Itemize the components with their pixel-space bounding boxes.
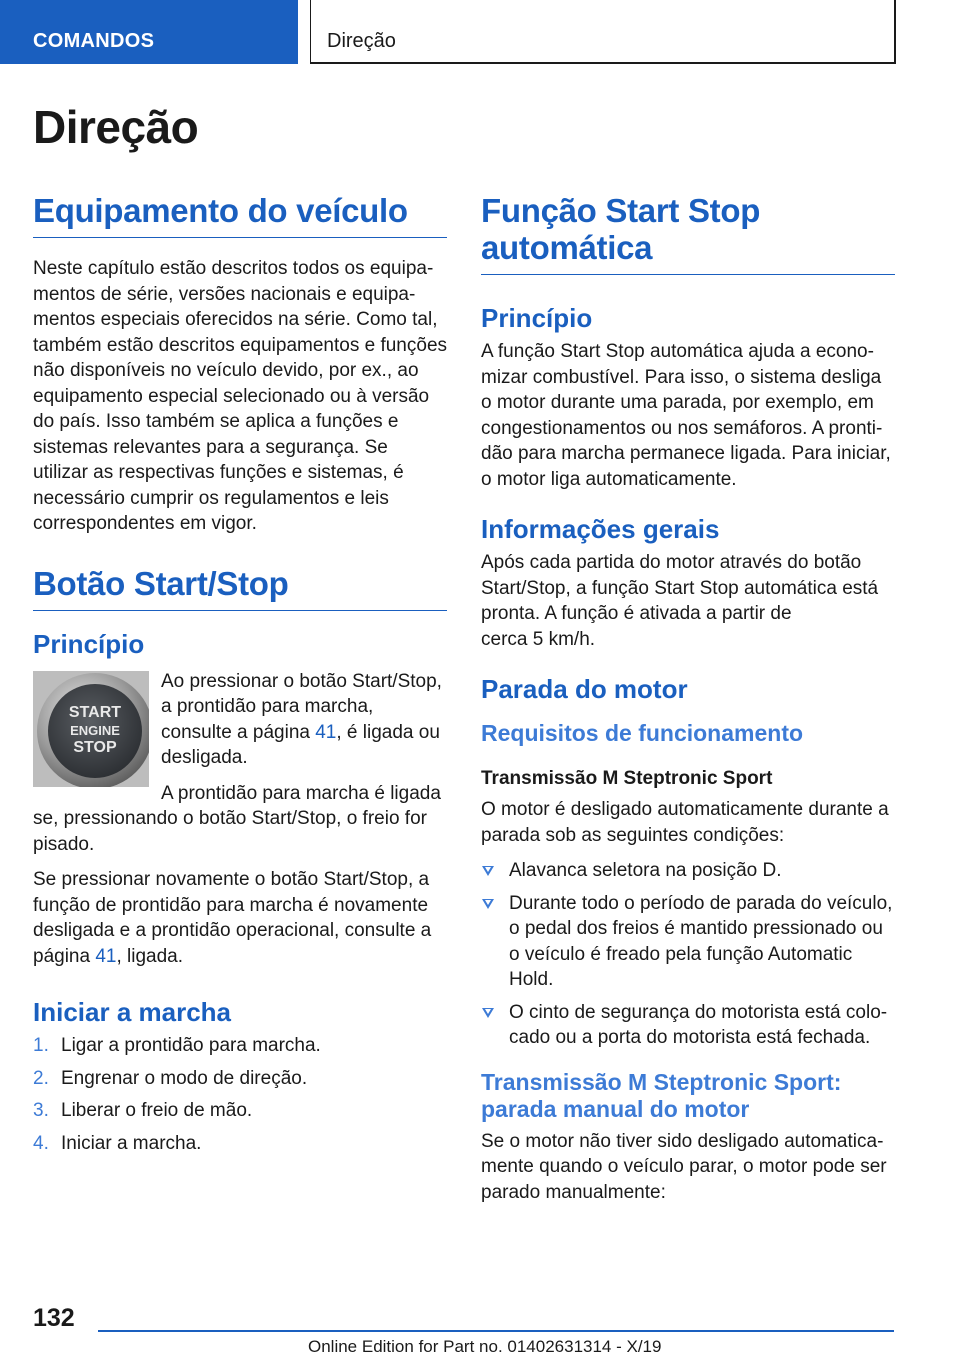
- botao-principio-heading: Princípio: [33, 628, 145, 659]
- start-stop-button-icon: [33, 671, 149, 787]
- page-title: Direção: [33, 101, 199, 153]
- section-tab: [0, 0, 298, 64]
- list-item: 4. Iniciar a marcha.: [33, 1132, 202, 1154]
- button-text-start: START: [68, 703, 122, 721]
- list-item: O cinto de segurança do motorista está colocado ou a porta do motorista está fechada.: [481, 1000, 895, 1051]
- list-item: Durante todo o período de parada do veículo, o pedal dos freios é mantido pressionado ou o veículo é freado pela função Automatic Hold.: [481, 891, 895, 993]
- button-text-stop: STOP: [73, 738, 117, 756]
- botao-paragraph-3: Se pressionar novamente o botão Start/Stop, a função de prontidão para marcha é novamente desligada e a prontidão operacional, consulte a página 41, ligada.: [33, 869, 432, 967]
- right-column: [481, 192, 895, 1215]
- manual-paragraph: Se o motor não tiver sido desligado automaticamente quando o veículo parar, o motor pode ser parado manualmente:: [481, 1130, 887, 1203]
- left-column: [33, 192, 447, 1163]
- parada-heading: Parada do motor: [481, 674, 688, 704]
- equipamento-paragraph: Neste capítulo estão descritos todos os equipamentos de série, versões nacionais e equipamentos especiais oferecidos na série. Como tal, também estão descritos equipamentos e funções não disponíveis no veículo devido, por ex., ao equipamento especial selecionado ou à versão do país. Isso também se aplica a funções e sistemas relevantes para a segurança. Se utilizar as respectivas funções e sistemas, é necessário cumprir os regulamentos e leis correspondentes em vigor.: [33, 258, 448, 534]
- botao-heading: Botão Start/Stop: [33, 565, 447, 611]
- funcao-heading: Função Start Stop automática: [481, 192, 895, 275]
- info-heading: Informações gerais: [481, 514, 720, 544]
- page-link-41-second[interactable]: 41: [95, 945, 117, 967]
- section-label: COMANDOS: [33, 30, 155, 52]
- page-link-41[interactable]: 41: [315, 721, 337, 743]
- conditions-list: [481, 858, 895, 1051]
- topic-label: Direção: [327, 30, 396, 52]
- requisitos-heading: Requisitos de funcionamento: [481, 720, 804, 746]
- footer-divider: [98, 1330, 894, 1332]
- botao-paragraph-2: A prontidão para marcha é ligada se, pressionando o botão Start/Stop, o freio for pisado.: [33, 782, 441, 855]
- transmissao-paragraph: O motor é desligado automaticamente durante a parada sob as seguintes condições:: [481, 799, 889, 846]
- transmissao-heading: Transmissão M Steptronic Sport: [481, 768, 773, 789]
- triangle-bullet-icon: [482, 866, 494, 876]
- list-item: 1. Ligar a prontidão para marcha.: [33, 1035, 321, 1056]
- footer-edition: Online Edition for Part no. 01402631314 - X/19: [308, 1337, 662, 1356]
- topic-tab: [310, 0, 896, 64]
- funcao-principio-heading: Princípio: [481, 303, 593, 333]
- list-item: 3. Liberar o freio de mão.: [33, 1100, 253, 1121]
- start-stop-button-image: [33, 671, 149, 787]
- iniciar-heading: Iniciar a marcha: [33, 997, 231, 1027]
- list-item: Alavanca seletora na posição D.: [481, 858, 895, 884]
- triangle-bullet-icon: [482, 1008, 494, 1018]
- botao-principio-block: [33, 669, 447, 970]
- list-item: 2. Engrenar o modo de direção.: [33, 1067, 308, 1089]
- info-paragraph: Após cada partida do motor através do botão Start/Stop, a função Start Stop automática está pronta. A função é ativada a partir de cerca 5 km/h.: [481, 552, 879, 650]
- page-number: 132: [33, 1304, 75, 1332]
- triangle-bullet-icon: [482, 899, 494, 909]
- botao-paragraph-1: Ao pressionar o botão Start/Stop, a prontidão para marcha, consulte a página 41, é ligada ou desligada.: [161, 670, 442, 768]
- manual-heading: Transmissão M Steptronic Sport: parada manual do motor: [481, 1068, 842, 1122]
- funcao-principio-paragraph: A função Start Stop automática ajuda a economizar combustível. Para isso, o sistema desliga o motor durante uma parada, por exemplo, em congestionamentos ou nos semáforos. A prontidão para marcha permanece ligada. Para iniciar, o motor liga automaticamente.: [481, 341, 891, 490]
- button-text-engine: ENGINE: [70, 722, 120, 738]
- equipamento-heading: Equipamento do veículo: [33, 192, 447, 238]
- iniciar-steps-list: [33, 1033, 447, 1156]
